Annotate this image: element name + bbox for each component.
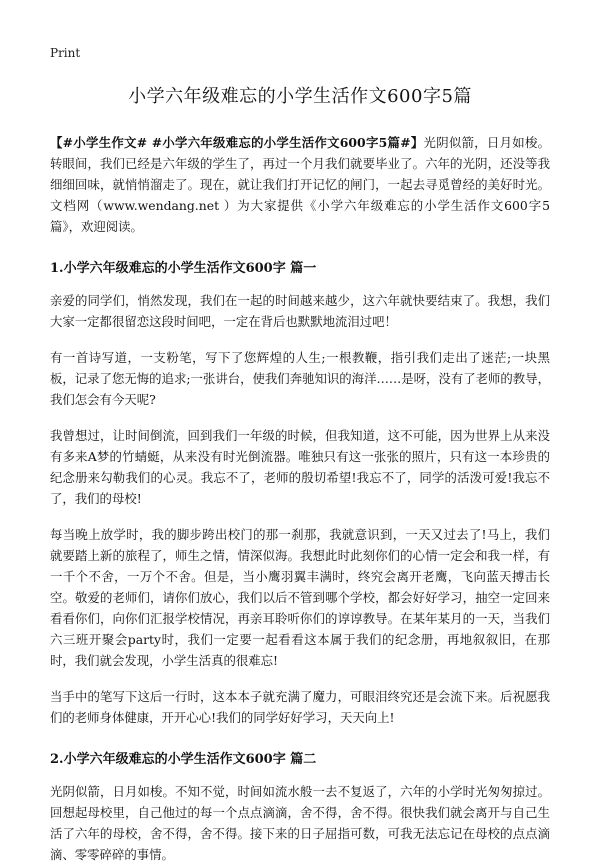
print-link[interactable]: Print [50, 46, 81, 60]
intro-paragraph [50, 132, 550, 237]
intro-text: 光阴似箭，日月如梭。转眼间，我们已经是六年级的学生了，再过一个月我们就要毕业了。六年的光阴，还没等我细细回味，就悄悄溜走了。现在，就让我们打开记忆的闸门，一起去寻觅曾经的美好时光。文档网（www.wendang.net ）为大家提供《小学六年级难忘的小学生活作文600字5篇》，欢迎阅读。 [50, 135, 551, 234]
section-heading-1: 1.小学六年级难忘的小学生活作文600字 篇一 [50, 261, 317, 276]
section-1-paragraph-3: 我曾想过，让时间倒流，回到我们一年级的时候，但我知道，这不可能，因为世界上从来没有多来A梦的竹蜻蜓，从来没有时光倒流器。唯独只有这一张张的照片，只有这一本珍贵的纪念册来勾勒我们的心灵。我忘不了，老师的殷切希望!我忘不了，同学的活泼可爱!我忘不了，我们的母校! [50, 428, 550, 506]
section-1-paragraph-5: 当手中的笔写下这后一行时，这本本子就充满了魔力，可眼泪终究还是会流下来。后祝愿我们的老师身体健康，开开心心!我们的同学好好学习，天天向上! [50, 689, 550, 725]
section-heading-2: 2.小学六年级难忘的小学生活作文600字 篇二 [50, 752, 317, 767]
section-1-paragraph-4: 每当晚上放学时，我的脚步跨出校门的那一刹那，我就意识到，一天又过去了!马上，我们就要踏上新的旅程了，师生之情，情深似海。我想此时此刻你们的心情一定会和我一样，有一千个不舍，一万个不舍。但是，当小鹰羽翼丰满时，终究会离开老鹰，飞向蓝天搏击长空。敬爱的老师们，请你们放心，我们以后不管到哪个学校，都会好好学习，抽空一定回来看看你们，向你们汇报学校情况，再亲耳聆听你们的谆谆教导。在某年某月的一天，当我们六三班开聚会party时，我们一定要一起看看这本属于我们的纪念册，再地叙叙旧，在那时，我们就会发现，小学生活真的很难忘! [50, 527, 550, 668]
page-title: 小学六年级难忘的小学生活作文600字5篇 [128, 86, 472, 107]
section-1-paragraph-1: 亲爱的同学们，悄然发现，我们在一起的时间越来越少，这六年就快要结束了。我想，我们大家一定都很留恋这段时间吧，一定在背后也默默地流泪过吧！ [50, 293, 550, 329]
intro-tag: 【#小学生作文# #小学六年级难忘的小学生活作文600字5篇#】 [50, 135, 424, 150]
section-2-paragraph-1: 光阴似箭，日月如梭。不知不觉，时间如流水般一去不复返了，六年的小学时光匆匆掠过。回想起母校里，自己他过的每一个点点滴滴，舍不得，舍不得。很快我们就会离开与自己生活了六年的母校，舍不得，舍不得。接下来的日子屈指可数，可我无法忘记在母校的点点滴滴、零零碎碎的事情。 [50, 784, 550, 862]
section-1-paragraph-2: 有一首诗写道，一支粉笔，写下了您辉煌的人生;一根教鞭，指引我们走出了迷茫;一块黑板，记录了您无悔的追求;一张讲台，使我们奔驰知识的海洋……是呀，没有了老师的教导，我们怎会有今天呢? [50, 350, 550, 407]
